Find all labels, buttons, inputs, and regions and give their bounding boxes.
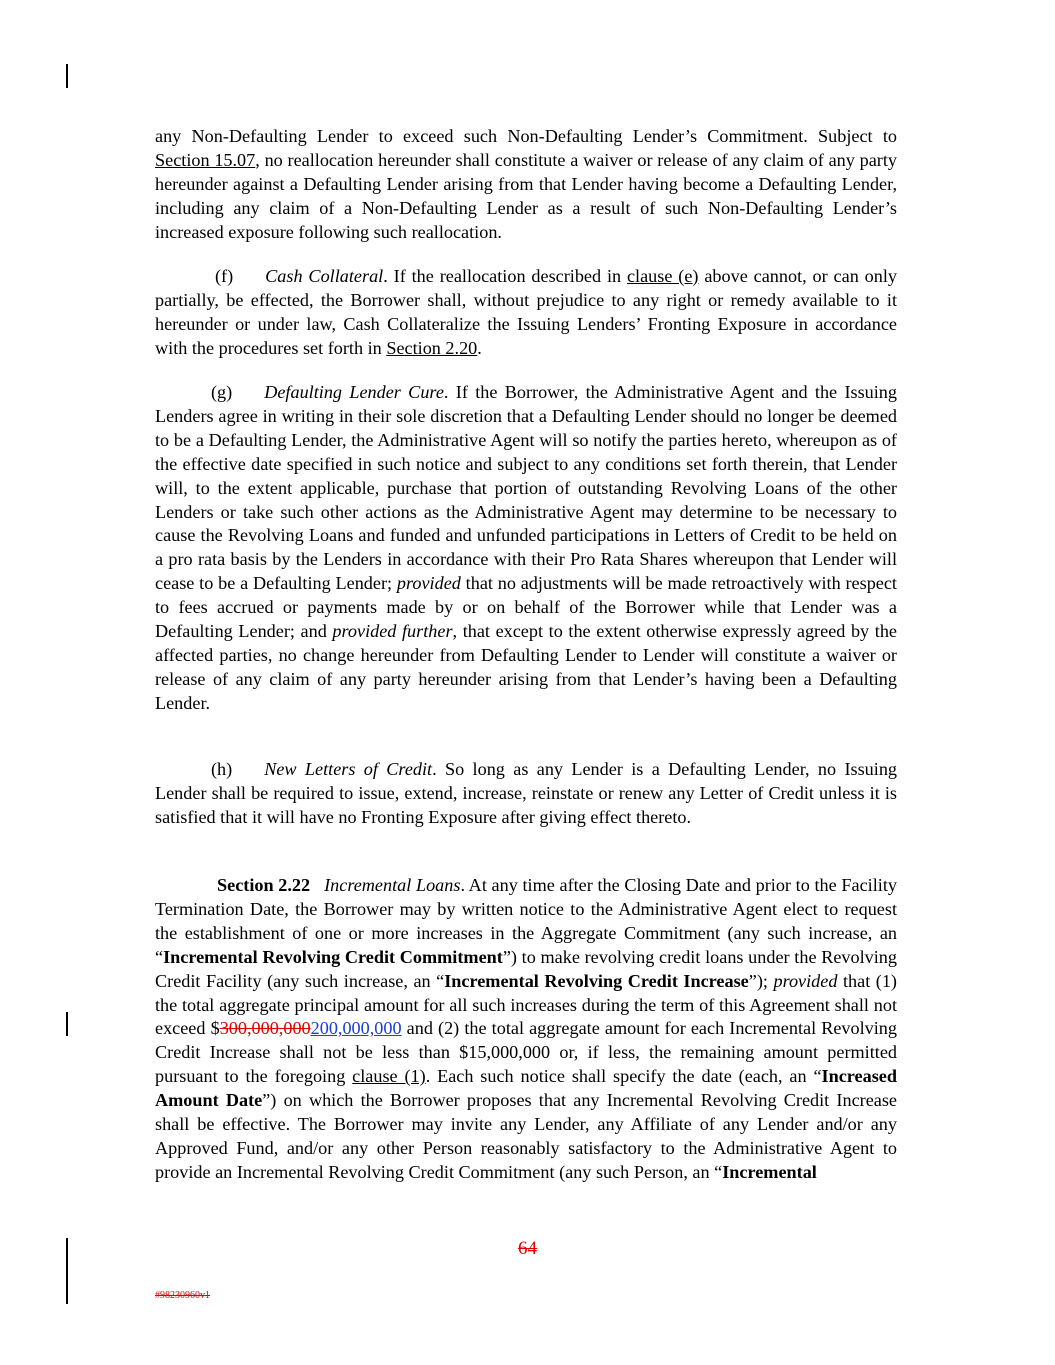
change-bar-top [66,64,68,88]
text: . [477,337,482,358]
provided-italic: provided [773,970,838,991]
paragraph-h [155,758,897,830]
paragraph-f [155,265,897,361]
provided-further-italic: provided further [332,621,453,642]
defined-term: Incremental Revolving Credit Increase [444,970,749,991]
text: that (1) the total aggregate principal amount for all such increases during the term of this Agreement shall not exceed $ [155,970,897,1039]
text: . So long as any Lender is a Defaulting Lender, no Issuing Lender shall be required to issue, extend, increase, reinstate or renew any Letter of Credit unless it is satisfied that it will have no Fronting Exposure after giving effect thereto. [155,759,898,827]
section-ref-2-20: Section 2.20 [386,337,478,358]
text: , no reallocation hereunder shall constitute a waiver or release of any claim of any party hereunder against a Defaulting Lender arising from that Lender having become a Defaulting Lender, including any claim of a Non-Defaulting Lender as a result of such Non-Defaulting Lender’s increased exposure following such reallocation. [155,149,897,242]
paragraph-g [155,381,897,716]
text: ”) to make revolving credit loans under the Revolving Credit Facility (any such increase, an “ [155,946,897,991]
section-ref-15-07: Section 15.07 [155,149,256,170]
clause-heading-h: New Letters of Credit [264,759,433,779]
paragraph-e-continuation [155,125,897,245]
clause-number-g: (g) [211,382,233,402]
section-2-22 [155,874,897,1185]
text: , that except to the extent otherwise expressly agreed by the affected parties, no change hereunder from Defaulting Lender to Lender will constitute a waiver or release of any claim of any party hereunder arising from that Lender’s having been a Defaulting Lender. [155,621,897,713]
text: . At any time after the Closing Date and prior to the Facility Termination Date, the Borrower may by written notice to the Administrative Agent elect to request the establishment of one or more increases in the Aggregate Commitment (any such increase, an “ [155,875,897,967]
text: . Each such notice shall specify the date (each, an “ [425,1066,822,1087]
clause-number-h: (h) [211,759,233,779]
defined-term: Incremental [722,1161,817,1182]
deleted-amount: 300,000,000 [219,1018,311,1039]
text: any Non-Defaulting Lender to exceed such Non-Defaulting Lender’s Commitment. Subject to [155,126,897,146]
defined-term: Incremental Revolving Credit Commitment [163,946,503,967]
defined-term: Increased Amount Date [155,1066,897,1111]
text: that no adjustments will be made retroactively with respect to fees accrued or payments made by or on behalf of the Borrower while that Lender was a Defaulting Lender; and [155,573,897,642]
text: above cannot, or can only partially, be effected, the Borrower shall, without prejudice to any right or remedy available to it hereunder or under law, Cash Collateralize the Issuing Lenders’ Fronting Exposure in accordance with the procedures set forth in [155,266,897,358]
clause-ref-e: clause (e) [626,266,699,286]
clause-heading-g: Defaulting Lender Cure [264,382,444,402]
page-number: 64 [518,1238,537,1259]
change-bar-amount [66,1012,68,1036]
text: . If the reallocation described in [383,266,627,286]
clause-heading-f: Cash Collateral [265,266,384,286]
text: and (2) the total aggregate amount for each Incremental Revolving Credit Increase shall not be less than $15,000,000 or, if less, the remaining amount permitted pursuant to the foregoing [155,1018,897,1087]
clause-number-f: (f) [215,266,234,286]
text: ”); [748,970,774,991]
section-label: Section 2.22 [217,875,311,895]
inserted-amount: 200,000,000 [310,1018,402,1039]
document-id: #98230960v1 [155,1290,210,1301]
text: . If the Borrower, the Administrative Agent and the Issuing Lenders agree in writing in their sole discretion that a Defaulting Lender should no longer be deemed to be a Defaulting Lender, the Administrative Agent will so notify the parties hereto, whereupon as of the effective date specified in such notice and subject to any conditions set forth therein, that Lender will, to the extent applicable, purchase that portion of outstanding Revolving Loans of the other Lenders or take such other actions as the Administrative Agent may determine to be necessary to cause the Revolving Loans and funded and unfunded participations in Letters of Credit to be held on a pro rata basis by the Lenders in accordance with their Pro Rata Shares whereupon that Lender will cease to be a Defaulting Lender; [155,382,897,594]
clause-ref-1: clause (1) [352,1066,426,1087]
text: ”) on which the Borrower proposes that any Incremental Revolving Credit Increase shall be effective. The Borrower may invite any Lender, any Affiliate of any Lender and/or any Approved Fund, and/or any other Person reasonably satisfactory to the Administrative Agent to provide an Incremental Revolving Credit Commitment (any such Person, an “ [155,1090,897,1182]
provided-italic: provided [396,573,461,594]
section-heading: Incremental Loans [324,875,461,895]
